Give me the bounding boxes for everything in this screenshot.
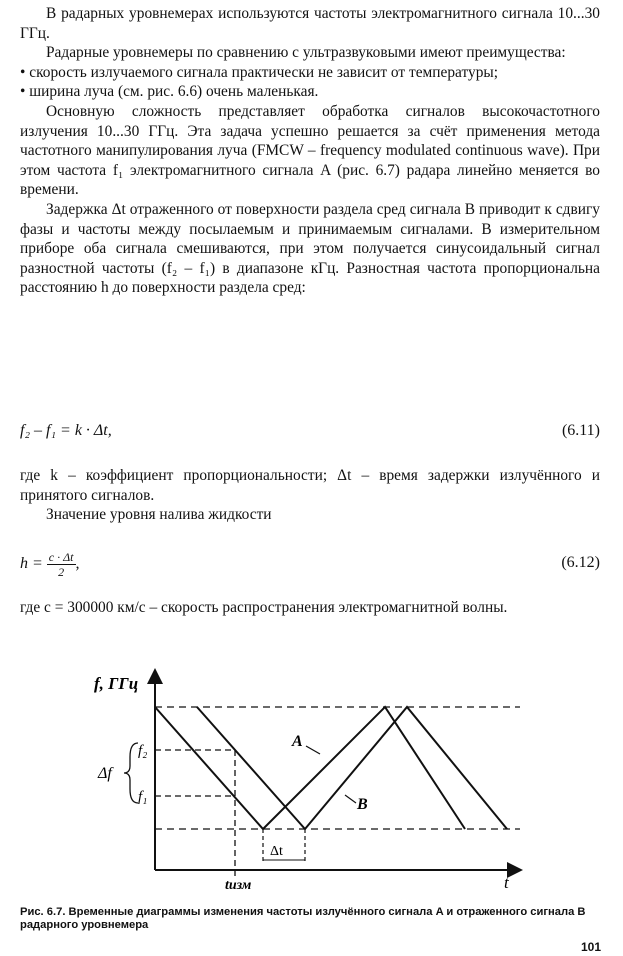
definition-text xyxy=(20,466,600,525)
delta-t-label: Δt xyxy=(270,844,283,859)
paragraph: где c = 300000 км/с – скорость распространения электромагнитной волны. xyxy=(20,599,508,616)
t-meas-label: tизм xyxy=(225,878,252,893)
f2-label: f₂ xyxy=(138,743,148,759)
signal-a-line xyxy=(155,707,465,829)
paragraph: Задержка Δt отраженного от поверхности раздела сред сигнала B приводит к сдвигу фазы и частоты между посылаемым и принимаемым сигналами. В измерительном приборе оба сигнала смешиваются, при этом получается синусоидальный сигнал разностной частоты (f₂ – f₁) в диапазоне кГц. Разностная частота пропорциональна расстоянию h до поверхности раздела сред: xyxy=(20,200,600,297)
x-axis-label: t xyxy=(504,873,509,892)
f1-label: f₁ xyxy=(138,789,148,805)
bullet-item: • скорость излучаемого сигнала практически не зависит от температуры; xyxy=(20,63,499,81)
fraction-denominator: 2 xyxy=(58,565,65,579)
y-axis-label: f, ГГц xyxy=(94,674,139,693)
definition-text xyxy=(20,598,600,618)
page-number: 101 xyxy=(580,940,601,954)
fraction xyxy=(47,550,76,579)
body-text xyxy=(20,4,600,298)
formula-expression xyxy=(20,550,80,579)
formula-number: (6.12) xyxy=(561,554,600,571)
formula-expression: f₂ – f₁ = k · Δt, xyxy=(20,422,112,439)
formula-number: (6.11) xyxy=(561,422,600,439)
formula-6-11 xyxy=(20,422,600,444)
formula-lhs: h = xyxy=(20,555,43,573)
figure-caption: Рис. 6.7. Временные диаграммы изменения частоты излучённого сигнала A и отраженного сигнала B радарного уровнемера xyxy=(20,906,586,931)
paragraph: Основную сложность представляет обработка сигналов высокочастотного излучения 10...30 ГГц. Эта задача успешно решается за счёт применения метода частотного манипулирования луча (FMCW – frequency modulated continuous wave). При этом частота f₁ электромагнитного сигнала A (рис. 6.7) радара линейно меняется во времени. xyxy=(20,102,600,199)
formula-6-12 xyxy=(20,544,600,578)
paragraph: В радарных уровнемерах используются частоты электромагнитного сигнала 10...30 ГГц. xyxy=(20,5,600,42)
delta-f-label: Δf xyxy=(98,765,112,782)
label-b-leader xyxy=(345,795,356,803)
frequency-time-diagram xyxy=(80,662,540,896)
signal-a-label: A xyxy=(292,733,303,750)
label-a-leader xyxy=(306,746,320,754)
formula-tail: , xyxy=(75,555,80,573)
bullet-item: • ширина луча (см. рис. 6.6) очень маленькая. xyxy=(20,83,319,101)
paragraph: Значение уровня налива жидкости xyxy=(46,506,272,524)
fraction-numerator: c · Δt xyxy=(48,550,74,564)
delta-f-brace xyxy=(124,743,138,803)
signal-b-label: B xyxy=(357,796,368,813)
paragraph: где k – коэффициент пропорциональности; Δt – время задержки излучённого и принятого сигналов. xyxy=(20,467,600,504)
paragraph: Радарные уровнемеры по сравнению с ультразвуковыми имеют преимущества: xyxy=(46,44,566,62)
signal-b-line xyxy=(197,707,507,829)
